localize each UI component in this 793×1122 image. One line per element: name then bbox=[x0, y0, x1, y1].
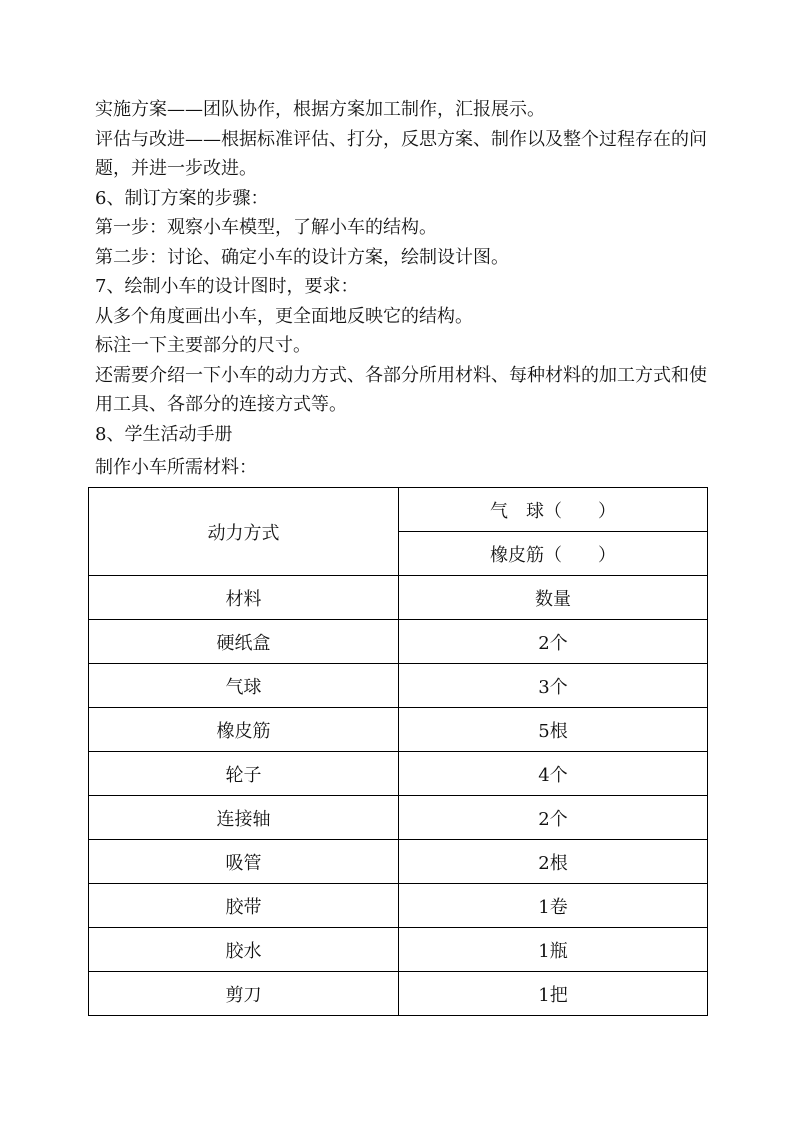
quantity-cell: 5根 bbox=[399, 708, 708, 752]
table-row bbox=[89, 752, 708, 796]
materials-table bbox=[88, 487, 708, 1016]
material-cell: 剪刀 bbox=[89, 972, 399, 1016]
material-cell: 胶水 bbox=[89, 928, 399, 972]
table-row bbox=[89, 840, 708, 884]
paragraph-evaluation: 评估与改进——根据标准评估、打分，反思方案、制作以及整个过程存在的问题，并进一步改进。 bbox=[95, 128, 707, 179]
heading-activity-handbook: 8、学生活动手册 bbox=[95, 423, 233, 445]
quantity-cell: 1卷 bbox=[399, 884, 708, 928]
table-row bbox=[89, 972, 708, 1016]
table-row bbox=[89, 708, 708, 752]
table-row bbox=[89, 488, 708, 532]
quantity-cell: 2根 bbox=[399, 840, 708, 884]
quantity-cell: 3个 bbox=[399, 664, 708, 708]
heading-design-requirements: 7、绘制小车的设计图时，要求： bbox=[95, 276, 359, 297]
paragraph-requirement-details: 还需要介绍一下小车的动力方式、各部分所用材料、每种材料的加工方式和使用工具、各部分的连接方式等。 bbox=[95, 364, 707, 415]
power-option-balloon: 气 球（ ） bbox=[399, 488, 708, 532]
paragraph-step-one: 第一步：观察小车模型，了解小车的结构。 bbox=[95, 217, 437, 238]
material-cell: 气球 bbox=[89, 664, 399, 708]
table-row bbox=[89, 620, 708, 664]
table-row bbox=[89, 884, 708, 928]
table-row bbox=[89, 796, 708, 840]
table-header-row bbox=[89, 576, 708, 620]
table-row bbox=[89, 664, 708, 708]
material-cell: 橡皮筋 bbox=[89, 708, 399, 752]
material-cell: 硬纸盒 bbox=[89, 620, 399, 664]
material-cell: 轮子 bbox=[89, 752, 399, 796]
paragraph-step-two: 第二步：讨论、确定小车的设计方案，绘制设计图。 bbox=[95, 246, 509, 268]
power-option-rubber-band: 橡皮筋（ ） bbox=[399, 532, 708, 576]
document-body bbox=[95, 95, 715, 483]
material-cell: 连接轴 bbox=[89, 796, 399, 840]
power-label-cell: 动力方式 bbox=[89, 488, 399, 576]
quantity-cell: 1把 bbox=[399, 972, 708, 1016]
material-cell: 吸管 bbox=[89, 840, 399, 884]
table-row bbox=[89, 928, 708, 972]
quantity-cell: 4个 bbox=[399, 752, 708, 796]
paragraph-requirement-dimensions: 标注一下主要部分的尺寸。 bbox=[95, 335, 311, 356]
heading-plan-steps: 6、制订方案的步骤： bbox=[95, 187, 269, 209]
paragraph-requirement-angles: 从多个角度画出小车，更全面地反映它的结构。 bbox=[95, 305, 473, 327]
paragraph-implementation: 实施方案——团队协作，根据方案加工制作，汇报展示。 bbox=[95, 99, 545, 120]
header-quantity: 数量 bbox=[399, 576, 708, 620]
quantity-cell: 2个 bbox=[399, 796, 708, 840]
quantity-cell: 1瓶 bbox=[399, 928, 708, 972]
header-material: 材料 bbox=[89, 576, 399, 620]
quantity-cell: 2个 bbox=[399, 620, 708, 664]
material-cell: 胶带 bbox=[89, 884, 399, 928]
table-caption: 制作小车所需材料： bbox=[95, 457, 257, 478]
